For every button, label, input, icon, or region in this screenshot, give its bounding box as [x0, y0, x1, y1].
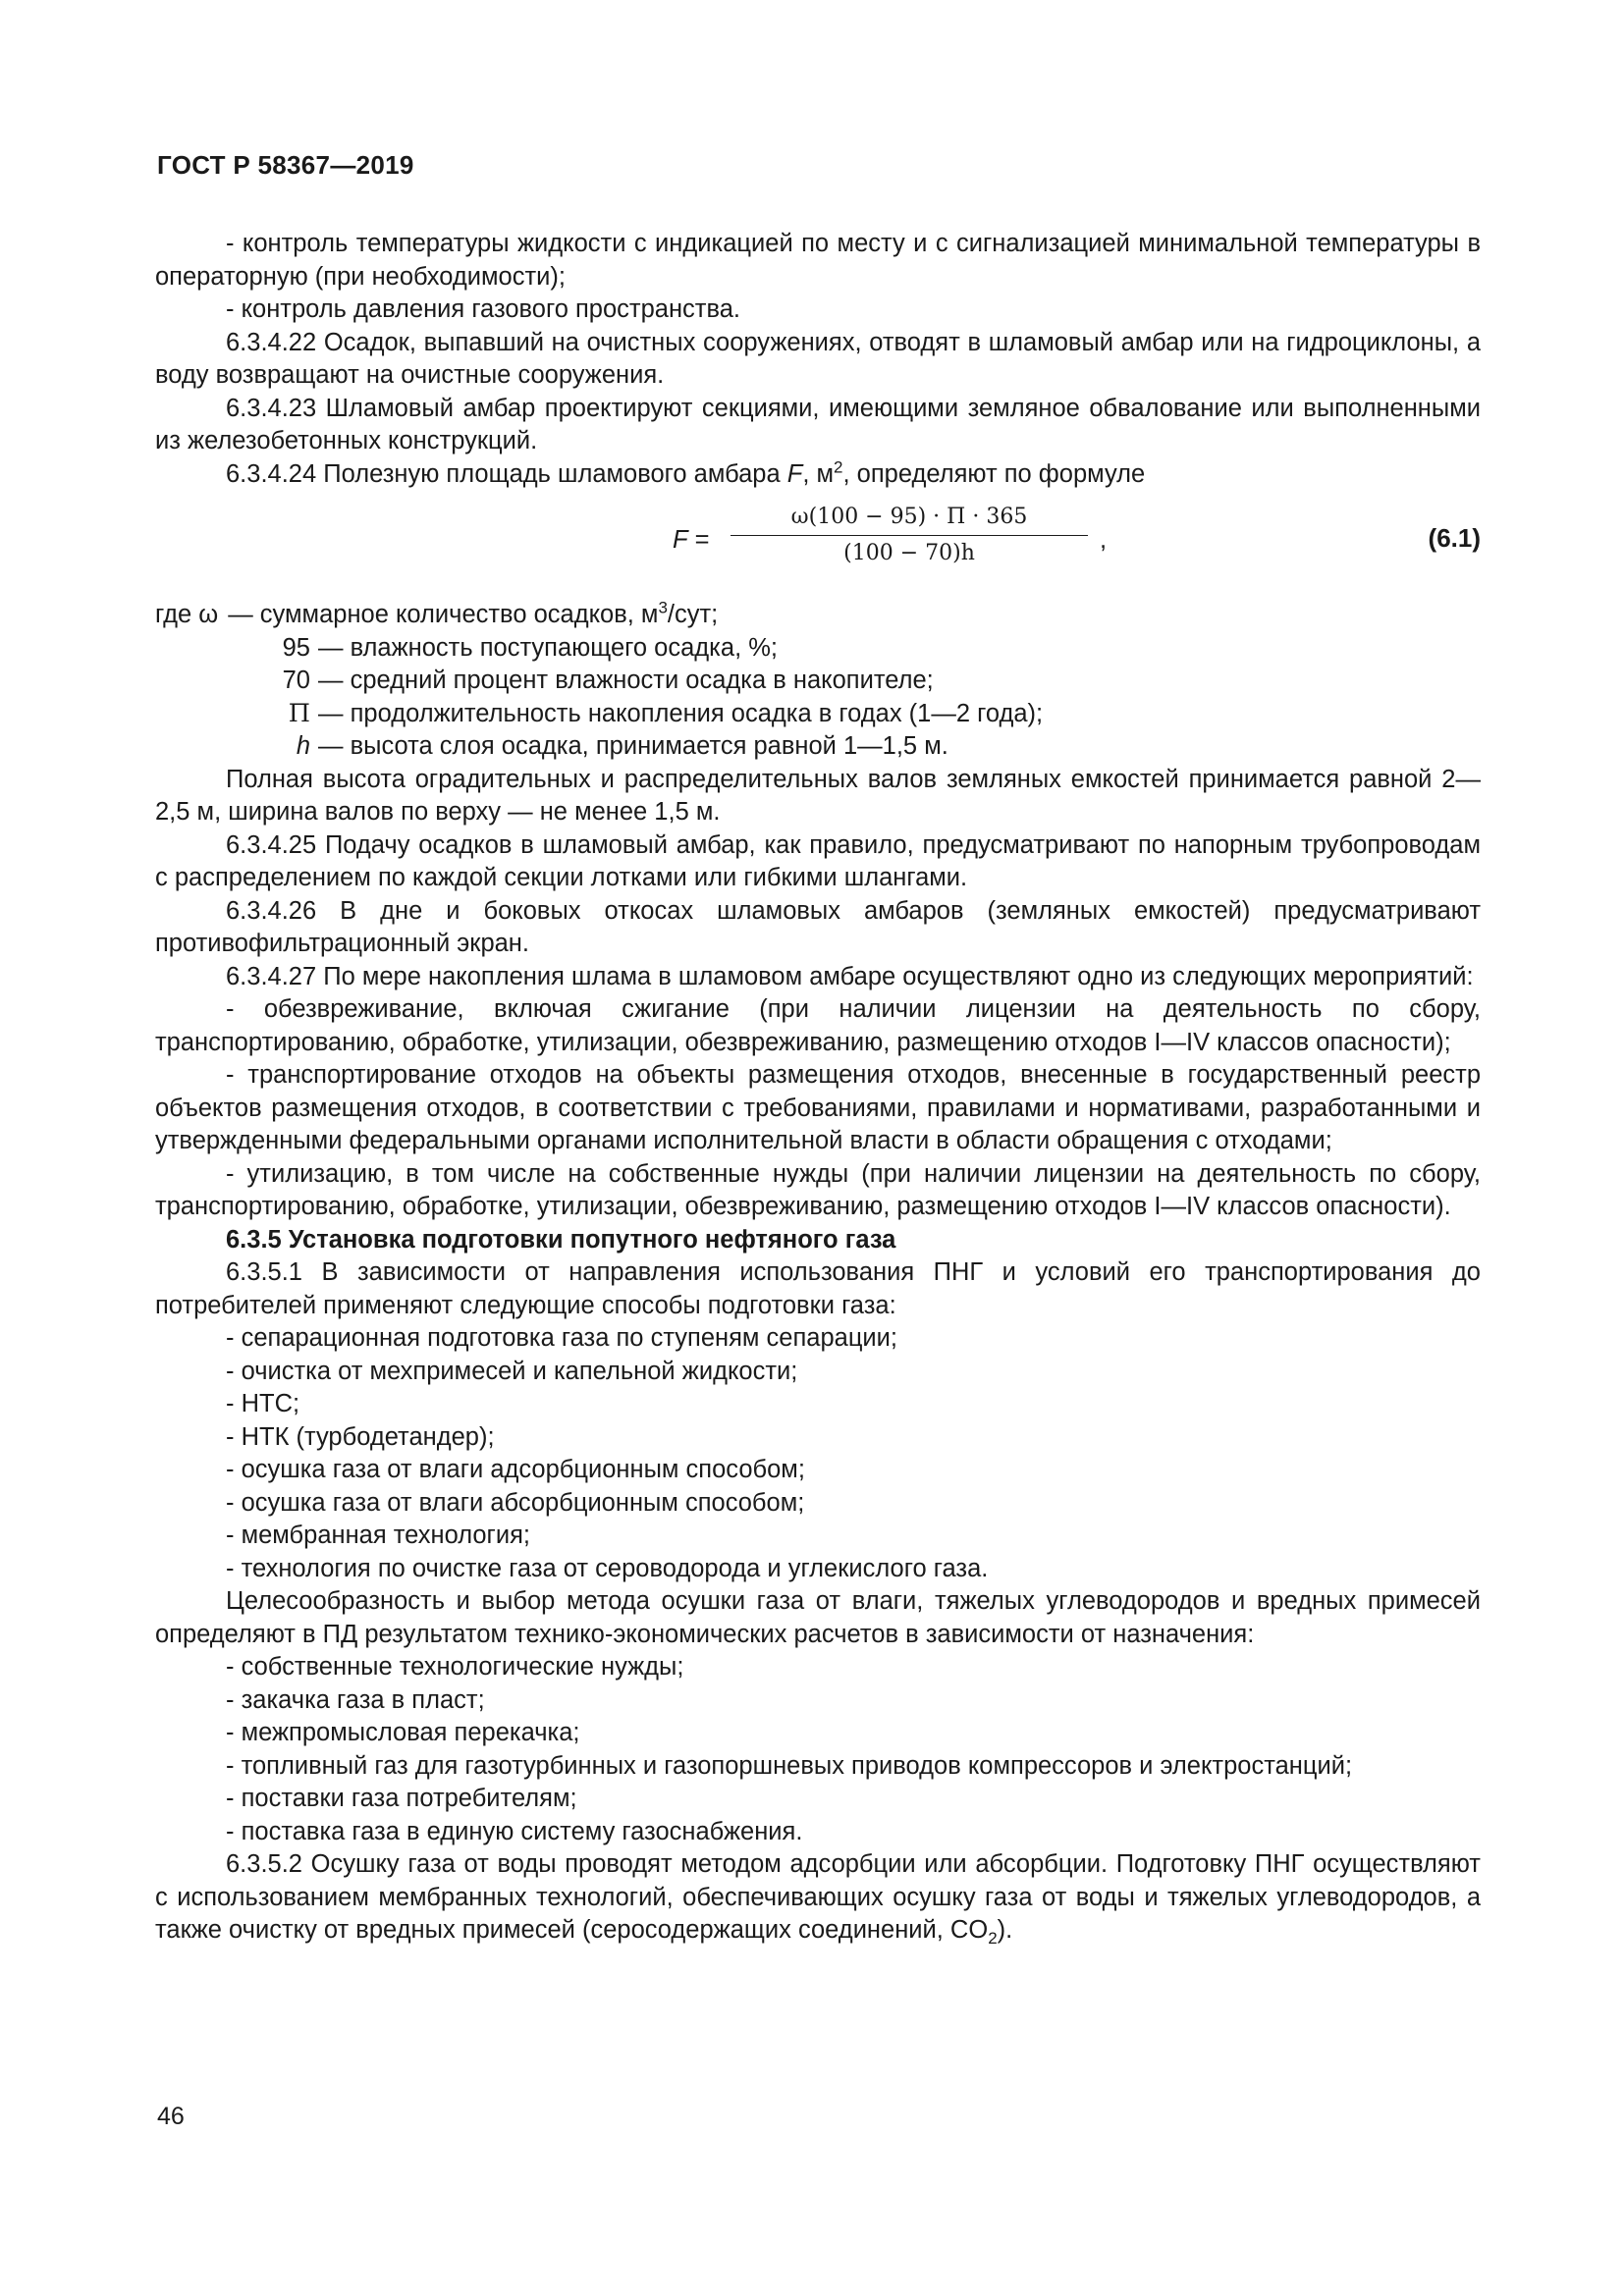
where-row [155, 665, 1481, 698]
where-symbol: Π [288, 698, 310, 728]
paragraph: 6.3.4.26 В дне и боковых откосах шламовых амбаров (земляных емкостей) предусматривают противофильтрационный экран. [155, 896, 1481, 957]
where-text: — продолжительность накопления осадка в годах (1—2 года); [318, 699, 1044, 727]
where-symbol: 95 [282, 633, 310, 662]
where-text: — суммарное количество осадков, $м^3$/сут; [228, 598, 719, 628]
list-item: - закачка газа в пласт; [226, 1685, 485, 1714]
list-item: - собственные технологические нужды; [226, 1653, 684, 1681]
list-item: - НТС; [226, 1390, 300, 1417]
list-item: - поставки газа потребителям; [226, 1785, 577, 1812]
list-item: - топливный газ для газотурбинных и газопоршневых приводов компрессоров и электростанций; [226, 1751, 1353, 1780]
formula-lhs: F = [673, 526, 710, 554]
list-item: - утилизацию, в том числе на собственные нужды (при наличии лицензии на деятельность по сбору, транспортированию, обработке, утилизации, обезвреживанию, размещению отходов I—IV классов опасности). [155, 1159, 1481, 1220]
where-row [155, 698, 1481, 731]
list-item: - обезвреживание, включая сжигание (при наличии лицензии на деятельность по сбору, транспортированию, обработке, утилизации, обезвреживанию, размещению отходов I—IV классов опасности); [155, 995, 1481, 1056]
paragraph: 6.3.4.22 Осадок, выпавший на очистных сооружениях, отводят в шламовый амбар или на гидроциклоны, а воду возвращают на очистные сооружения. [155, 328, 1481, 389]
list-item: - осушка газа от влаги адсорбционным способом; [226, 1456, 805, 1483]
list-item: - мембранная технология; [226, 1522, 530, 1549]
document-body [155, 228, 1481, 1948]
list-item: - межпромысловая перекачка; [226, 1719, 580, 1746]
formula-intro: 6.3.4.24 Полезную площадь шламового амбара F, $м^2$, определяют по формуле [226, 457, 1146, 488]
where-row [155, 632, 1481, 666]
paragraph: - контроль температуры жидкости с индикацией по месту и с сигнализацией минимальной температуры в операторную (при необходимости); [155, 230, 1481, 291]
list-item: - очистка от мехпримесей и капельной жидкости; [226, 1357, 798, 1385]
paragraph: Целесообразность и выбор метода осушки газа от влаги, тяжелых углеводородов и вредных примесей определяют в ПД результатом технико-экономических расчетов в зависимости от назначения: [155, 1587, 1481, 1648]
list-item: - осушка газа от влаги абсорбционным способом; [226, 1488, 805, 1517]
where-symbol: h [296, 732, 310, 760]
fraction-bar [731, 535, 1088, 536]
paragraph-last: 6.3.5.2 Осушку газа от воды проводят методом адсорбции или абсорбции. Подготовку ПНГ осуществляют с использованием мембранных технологий, обеспечивающих осушку газа от воды и тяжелых углеводородов, а также очистку от вредных примесей (серосодержащих соединений, $CO_2$). [155, 1850, 1481, 1949]
paragraph: 6.3.4.27 По мере накопления шлама в шламовом амбаре осуществляют одно из следующих мероприятий: [226, 962, 1474, 990]
page-number: 46 [157, 2103, 185, 2130]
where-row [155, 599, 1481, 632]
list-item: - транспортирование отходов на объекты размещения отходов, внесенные в государственный реестр объектов размещения отходов, в соответствии с требованиями, правилами и нормативами, разработанными и утвержденными федеральными органами исполнительной власти в области обращения с отходами; [155, 1061, 1481, 1154]
where-list [155, 599, 1481, 764]
paragraph: Полная высота оградительных и распределительных валов земляных емкостей принимается равной 2—2,5 м, ширина валов по верху — не менее 1,5 м. [155, 765, 1481, 826]
where-text: — влажность поступающего осадка, %; [318, 633, 779, 662]
list-item: - сепарационная подготовка газа по ступеням сепарации; [226, 1324, 898, 1352]
section-heading: 6.3.5 Установка подготовки попутного нефтяного газа [226, 1225, 896, 1254]
formula-fraction [723, 503, 1096, 568]
where-text: — высота слоя осадка, принимается равной 1—1,5 м. [318, 732, 948, 760]
list-item: - технология по очистке газа от сероводорода и углекислого газа. [226, 1554, 989, 1582]
list-item: - поставка газа в единую систему газоснабжения. [226, 1817, 803, 1845]
paragraph: 6.3.4.25 Подачу осадков в шламовый амбар, как правило, предусматривают по напорным трубопроводам с распределением по каждой секции лотками или гибкими шлангами. [155, 830, 1481, 891]
formula-denominator: (100 − 70)h [843, 541, 975, 565]
paragraph: 6.3.4.23 Шламовый амбар проектируют секциями, имеющими земляное обвалование или выполненными из железобетонных конструкций. [155, 394, 1481, 454]
formula-number: (6.1) [1428, 523, 1481, 553]
paragraph: 6.3.5.1 В зависимости от направления использования ПНГ и условий его транспортирования до потребителей применяют следующие способы подготовки газа: [155, 1258, 1481, 1319]
formula-6-1 [155, 495, 1481, 593]
where-symbol: 70 [282, 667, 310, 694]
standard-header: ГОСТ Р 58367—2019 [157, 150, 414, 180]
formula-numerator: ω(100 − 95) · Π · 365 [790, 505, 1028, 529]
where-text: — средний процент влажности осадка в накопителе; [318, 667, 934, 694]
list-item: - НТК (турбодетандер); [226, 1422, 495, 1451]
where-symbol: где ω [155, 601, 219, 628]
where-row [155, 730, 1481, 764]
formula-comma: , [1100, 526, 1108, 554]
paragraph: - контроль давления газового пространства. [226, 295, 740, 323]
